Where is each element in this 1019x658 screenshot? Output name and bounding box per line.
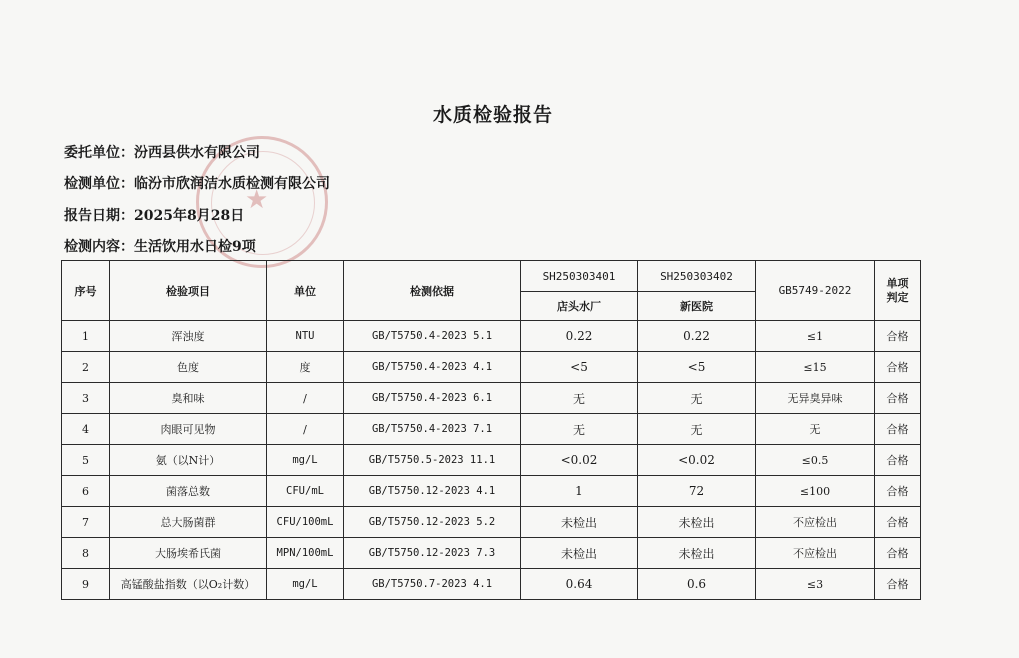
header-basis: 检测依据	[344, 261, 521, 321]
cell-unit: CFU/mL	[267, 476, 344, 507]
tester-value: 临汾市欣润洁水质检测有限公司	[134, 176, 330, 192]
content-line	[64, 236, 256, 256]
cell-sample2: 0.22	[638, 321, 756, 352]
cell-basis: GB/T5750.12-2023 5.2	[344, 507, 521, 538]
cell-sample1: 未检出	[521, 538, 638, 569]
cell-sample2: <0.02	[638, 445, 756, 476]
cell-basis: GB/T5750.4-2023 5.1	[344, 321, 521, 352]
header-no: 序号	[62, 261, 110, 321]
table-row	[62, 383, 921, 414]
cell-no: 1	[62, 321, 110, 352]
table-row	[62, 321, 921, 352]
cell-no: 8	[62, 538, 110, 569]
cell-sample1: <0.02	[521, 445, 638, 476]
results-body	[62, 321, 921, 600]
header-judge: 单项判定	[875, 261, 921, 321]
cell-judge: 合格	[875, 445, 921, 476]
cell-unit: /	[267, 414, 344, 445]
header-sample2-id: SH250303402	[638, 261, 756, 292]
cell-item: 大肠埃希氏菌	[110, 538, 267, 569]
table-row	[62, 538, 921, 569]
cell-basis: GB/T5750.12-2023 4.1	[344, 476, 521, 507]
cell-sample1: 0.64	[521, 569, 638, 600]
cell-basis: GB/T5750.5-2023 11.1	[344, 445, 521, 476]
cell-item: 总大肠菌群	[110, 507, 267, 538]
cell-no: 9	[62, 569, 110, 600]
cell-unit: CFU/100mL	[267, 507, 344, 538]
table-row	[62, 569, 921, 600]
cell-judge: 合格	[875, 414, 921, 445]
cell-basis: GB/T5750.4-2023 4.1	[344, 352, 521, 383]
cell-sample2: 72	[638, 476, 756, 507]
date-line	[64, 205, 244, 225]
cell-sample1: 无	[521, 383, 638, 414]
cell-limit: ≤15	[756, 352, 875, 383]
tester-line	[64, 173, 330, 193]
cell-basis: GB/T5750.4-2023 6.1	[344, 383, 521, 414]
cell-basis: GB/T5750.12-2023 7.3	[344, 538, 521, 569]
cell-item: 色度	[110, 352, 267, 383]
content-label: 检测内容：	[64, 239, 134, 255]
cell-item: 高锰酸盐指数（以O₂计数）	[110, 569, 267, 600]
cell-limit: 无异臭异味	[756, 383, 875, 414]
date-label: 报告日期：	[64, 208, 134, 224]
cell-limit: 无	[756, 414, 875, 445]
cell-sample2: 0.6	[638, 569, 756, 600]
cell-no: 2	[62, 352, 110, 383]
cell-sample2: 无	[638, 414, 756, 445]
cell-sample1: 0.22	[521, 321, 638, 352]
tester-label: 检测单位：	[64, 176, 134, 192]
cell-limit: 不应检出	[756, 507, 875, 538]
cell-sample1: 1	[521, 476, 638, 507]
cell-judge: 合格	[875, 476, 921, 507]
cell-sample2: 未检出	[638, 507, 756, 538]
cell-unit: NTU	[267, 321, 344, 352]
results-table	[61, 260, 921, 600]
table-row	[62, 352, 921, 383]
cell-item: 氨（以N计）	[110, 445, 267, 476]
cell-sample1: <5	[521, 352, 638, 383]
header-item: 检验项目	[110, 261, 267, 321]
cell-item: 菌落总数	[110, 476, 267, 507]
table-row	[62, 476, 921, 507]
cell-unit: 度	[267, 352, 344, 383]
cell-basis: GB/T5750.4-2023 7.1	[344, 414, 521, 445]
cell-item: 臭和味	[110, 383, 267, 414]
cell-item: 浑浊度	[110, 321, 267, 352]
cell-limit: ≤1	[756, 321, 875, 352]
cell-no: 7	[62, 507, 110, 538]
cell-limit: ≤0.5	[756, 445, 875, 476]
header-unit: 单位	[267, 261, 344, 321]
report-title: 水质检验报告	[432, 104, 553, 126]
seal-star-icon: ★	[245, 185, 269, 215]
cell-unit: /	[267, 383, 344, 414]
cell-unit: MPN/100mL	[267, 538, 344, 569]
cell-no: 4	[62, 414, 110, 445]
cell-sample2: 无	[638, 383, 756, 414]
table-row	[62, 445, 921, 476]
cell-judge: 合格	[875, 538, 921, 569]
cell-sample2: 未检出	[638, 538, 756, 569]
cell-judge: 合格	[875, 321, 921, 352]
content-value: 生活饮用水日检9项	[134, 239, 256, 255]
cell-judge: 合格	[875, 352, 921, 383]
header-standard: GB5749-2022	[756, 261, 875, 321]
cell-judge: 合格	[875, 383, 921, 414]
cell-sample2: <5	[638, 352, 756, 383]
cell-judge: 合格	[875, 507, 921, 538]
header-sample2-location: 新医院	[638, 292, 756, 321]
table-row	[62, 414, 921, 445]
cell-basis: GB/T5750.7-2023 4.1	[344, 569, 521, 600]
cell-unit: mg/L	[267, 569, 344, 600]
client-value: 汾西县供水有限公司	[134, 145, 260, 161]
client-line	[64, 142, 260, 162]
table-row	[62, 507, 921, 538]
cell-judge: 合格	[875, 569, 921, 600]
cell-no: 3	[62, 383, 110, 414]
header-sample1-location: 店头水厂	[521, 292, 638, 321]
cell-no: 6	[62, 476, 110, 507]
cell-limit: ≤100	[756, 476, 875, 507]
cell-no: 5	[62, 445, 110, 476]
cell-sample1: 未检出	[521, 507, 638, 538]
cell-sample1: 无	[521, 414, 638, 445]
cell-limit: ≤3	[756, 569, 875, 600]
header-sample1-id: SH250303401	[521, 261, 638, 292]
client-label: 委托单位：	[64, 145, 134, 161]
cell-limit: 不应检出	[756, 538, 875, 569]
cell-item: 肉眼可见物	[110, 414, 267, 445]
cell-unit: mg/L	[267, 445, 344, 476]
date-value: 2025年8月28日	[134, 208, 245, 224]
